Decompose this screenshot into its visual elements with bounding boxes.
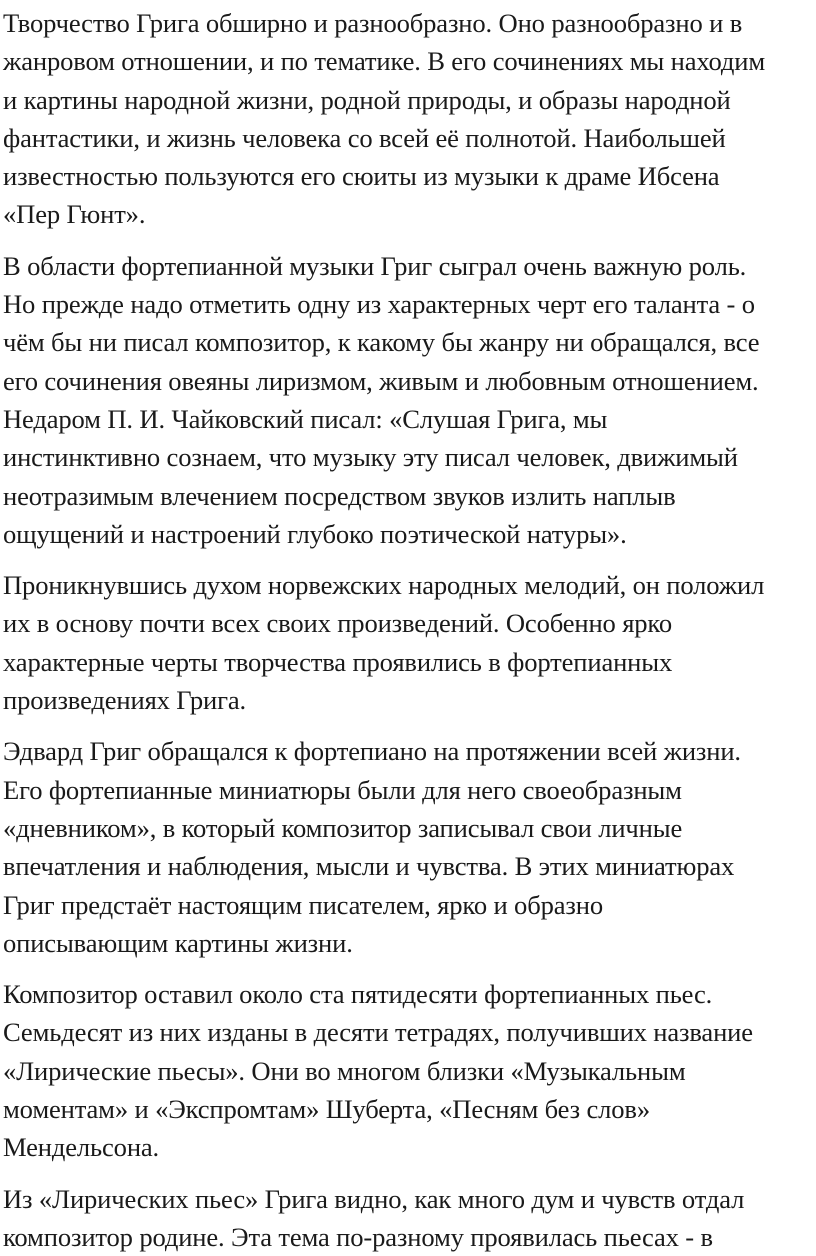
text-line: произведениях Грига. (3, 685, 246, 716)
paragraph-1 (3, 4, 816, 234)
text-line: характерные черты творчества проявились в фортепианных (3, 646, 673, 677)
text-line: и картины народной жизни, родной природы, и образы народной (3, 84, 731, 115)
text-line: моментам» и «Экспромтам» Шуберта, «Песням без слов» (3, 1094, 650, 1125)
text-line: Мендельсона. (3, 1132, 160, 1163)
text-line: известностью пользуются его сюиты из музыки к драме Ибсена (3, 161, 720, 192)
text-line: ощущений и настроений глубоко поэтической натуры». (3, 518, 627, 549)
text-line: В области фортепианной музыки Григ сыграл очень важную роль. (3, 250, 747, 281)
paragraph-3 (3, 566, 816, 719)
paragraph-4 (3, 732, 816, 962)
text-line: Композитор оставил около ста пятидесяти фортепианных пьес. (3, 979, 713, 1010)
text-line: впечатления и наблюдения, мысли и чувства. В этих миниатюрах (3, 851, 735, 882)
text-line: инстинктивно сознаем, что музыку эту писал человек, движимый (3, 442, 738, 473)
text-line: Эдвард Григ обращался к фортепиано на протяжении всей жизни. (3, 736, 741, 767)
paragraph-2 (3, 247, 816, 553)
text-line: их в основу почти всех своих произведений. Особенно ярко (3, 608, 672, 639)
text-line: Проникнувшись духом норвежских народных мелодий, он положил (3, 570, 765, 601)
text-line: Но прежде надо отметить одну из характерных черт его таланта - о (3, 289, 755, 320)
paragraph-6 (3, 1180, 816, 1256)
text-line: Его фортепианные миниатюры были для него своеобразным (3, 774, 682, 805)
text-line: описывающим картины жизни. (3, 927, 353, 958)
text-line: Из «Лирических пьес» Грига видно, как много дум и чувств отдал (3, 1183, 745, 1214)
text-line: Творчество Грига обширно и разнообразно. Оно разнообразно и в (3, 8, 743, 38)
text-line: чём бы ни писал композитор, к какому бы жанру ни обращался, все (3, 327, 760, 358)
text-line: жанровом отношении, и по тематике. В его сочинениях мы находим (3, 46, 766, 77)
text-line: неотразимым влечением посредством звуков излить наплыв (3, 480, 676, 511)
text-line: Семьдесят из них изданы в десяти тетрадях, получивших название (3, 1017, 753, 1048)
text-line: «Лирические пьесы». Они во многом близки «Музыкальным (3, 1055, 686, 1086)
text-line: его сочинения овеяны лиризмом, живым и любовным отношением. (3, 365, 759, 396)
text-line: фантастики, и жизнь человека со всей её полнотой. Наибольшей (3, 122, 726, 153)
text-line: «дневником», в который композитор записывал свои личные (3, 812, 683, 843)
text-line: композитор родине. Эта тема по-разному проявилась пьесах - в (3, 1221, 713, 1252)
text-line: Недаром П. И. Чайковский писал: «Слушая Грига, мы (3, 403, 608, 434)
text-line: «Пер Гюнт». (3, 199, 146, 230)
paragraph-5 (3, 975, 816, 1166)
text-line: Григ предстаёт настоящим писателем, ярко и образно (3, 889, 603, 920)
